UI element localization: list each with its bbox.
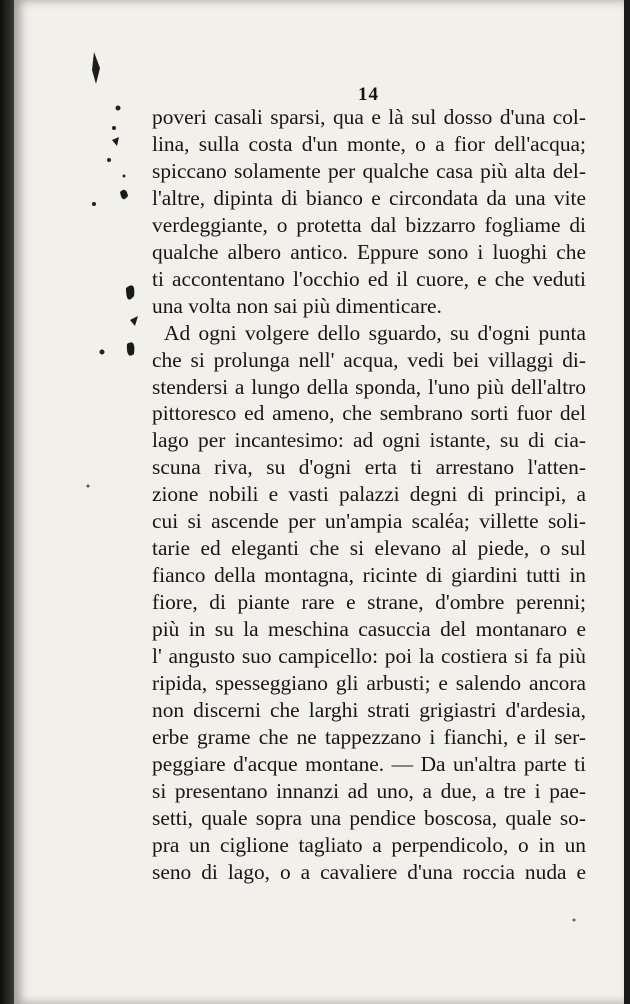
text-line: seno di lago, o a cavaliere d'una roccia nuda e [152, 859, 586, 884]
text-line: verdeggiante, o protetta dal bizzarro fogliame di [152, 212, 586, 237]
text-line: erbe grame che ne tappezzano i fianchi, e il ser- [152, 724, 586, 749]
text-line: una volta non sai più dimenticare. [152, 293, 442, 318]
text-line: scuna riva, su d'ogni erta ti arrestano l'atten- [152, 455, 586, 480]
text-line: setti, quale sopra una pendice boscosa, quale so- [152, 805, 586, 830]
text-line: stendersi a lungo della sponda, l'uno più dell'altro [152, 374, 586, 399]
book-page [14, 0, 624, 1004]
text-line: zione nobili e vasti palazzi degni di principi, a [152, 482, 586, 507]
text-line: fianco della montagna, ricinte di giardini tutti in [152, 563, 586, 588]
text-line: lago per incantesimo: ad ogni istante, su di cia- [152, 428, 586, 453]
book-gutter-shadow [0, 0, 14, 1004]
body-text [152, 104, 586, 886]
text-line: poveri casali sparsi, qua e là sul dosso d'una col- [152, 105, 586, 129]
text-line: pra un ciglione tagliato a perpendicolo, o in un [152, 832, 586, 857]
text-line: qualche albero antico. Eppure sono i luoghi che [152, 239, 586, 264]
text-line: più in su la meschina casuccia del montanaro e [152, 617, 586, 642]
text-line: pittoresco ed ameno, che sembrano sorti fuor del [152, 401, 586, 426]
text-line: cui si ascende per un'ampia scaléa; villette soli- [152, 509, 586, 534]
text-line: ripida, spesseggiano gli arbusti; e salendo ancora [152, 671, 586, 696]
text-line: non discerni che larghi strati grigiastri d'ardesia, [152, 697, 586, 722]
text-line: si presentano innanzi ad uno, a due, a tre i pae- [152, 778, 586, 803]
text-line: peggiare d'acque montane. — Da un'altra parte ti [152, 751, 586, 776]
text-line: che si prolunga nell' acqua, vedi bei villaggi di- [152, 347, 586, 372]
text-line: l' angusto suo campicello: poi la costiera si fa più [152, 644, 586, 669]
text-line: Ad ogni volgere dello sguardo, su d'ogni punta [164, 320, 586, 345]
text-line: l'altre, dipinta di bianco e circondata da una vite [152, 185, 586, 210]
text-line: spiccano solamente per qualche casa più alta del- [152, 158, 586, 183]
text-line: lina, sulla costa d'un monte, o a fior dell'acqua; [152, 131, 586, 156]
text-line: tarie ed eleganti che si elevano al piede, o sul [152, 536, 586, 561]
text-line: fiore, di piante rare e strane, d'ombre perenni; [152, 590, 586, 615]
text-line: ti accontentano l'occhio ed il cuore, e che veduti [152, 266, 586, 291]
page-number: 14 [358, 84, 379, 105]
